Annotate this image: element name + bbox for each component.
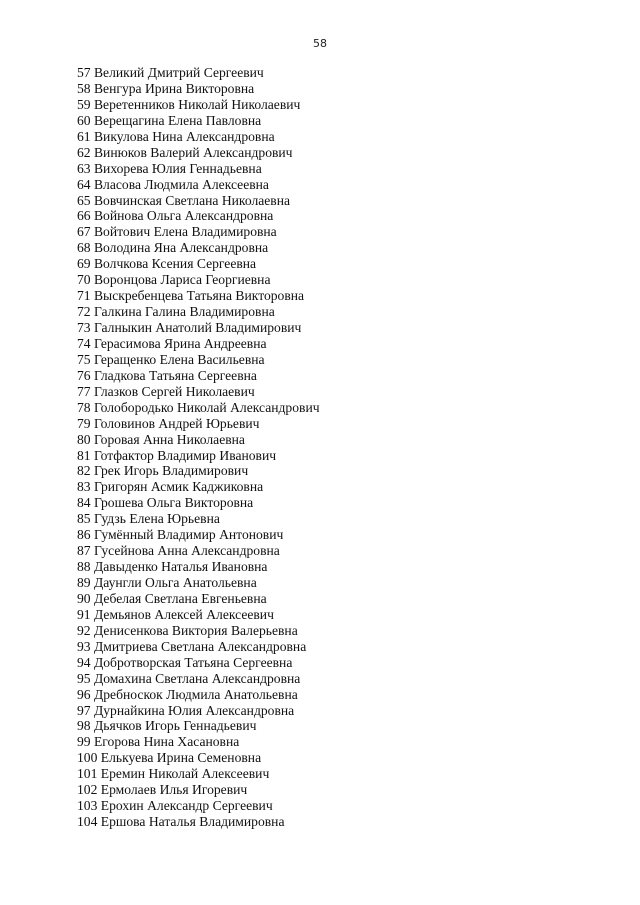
list-item: 79 Головинов Андрей Юрьевич	[77, 415, 260, 431]
list-item: 86 Гумённый Владимир Антонович	[77, 527, 284, 543]
list-item: 99 Егорова Нина Хасановна	[77, 734, 240, 750]
list-item: 95 Домахина Светлана Александровна	[77, 670, 301, 686]
list-item: 85 Гудзь Елена Юрьевна	[77, 511, 220, 527]
page-number: 58	[313, 37, 327, 50]
list-item: 78 Голобородько Николай Александрович	[77, 399, 320, 415]
list-item: 73 Галныкин Анатолий Владимирович	[77, 320, 302, 335]
list-item: 69 Волчкова Ксения Сергеевна	[77, 256, 257, 272]
list-item: 93 Дмитриева Светлана Александровна	[77, 638, 307, 654]
list-item: 72 Галкина Галина Владимировна	[77, 304, 275, 320]
list-item: 70 Воронцова Лариса Георгиевна	[77, 272, 271, 288]
list-item: 81 Готфактор Владимир Иванович	[77, 447, 277, 463]
list-item: 102 Ермолаев Илья Игоревич	[77, 782, 248, 798]
list-item: 59 Веретенников Николай Николаевич	[77, 96, 301, 112]
list-item: 90 Дебелая Светлана Евгеньевна	[77, 590, 267, 606]
name-list	[77, 65, 320, 830]
list-item: 65 Вовчинская Светлана Николаевна	[77, 192, 291, 208]
list-item: 83 Григорян Асмик Каджиковна	[77, 479, 264, 495]
list-item: 60 Верещагина Елена Павловна	[77, 112, 262, 128]
list-item: 57 Великий Дмитрий Сергеевич	[77, 65, 264, 80]
list-item: 91 Демьянов Алексей Алексеевич	[77, 606, 274, 622]
list-item: 68 Володина Яна Александровна	[77, 240, 269, 256]
list-item: 76 Гладкова Татьяна Сергеевна	[77, 367, 257, 383]
list-item: 97 Дурнайкина Юлия Александровна	[77, 702, 295, 718]
list-item: 87 Гусейнова Анна Александровна	[77, 543, 280, 559]
list-item: 88 Давыденко Наталья Ивановна	[77, 559, 268, 575]
list-item: 94 Добротворская Татьяна Сергеевна	[77, 654, 293, 670]
list-item: 100 Елькуева Ирина Семеновна	[77, 750, 262, 766]
list-item: 63 Вихорева Юлия Геннадьевна	[77, 160, 262, 176]
list-item: 98 Дьячков Игорь Геннадьевич	[77, 718, 257, 734]
list-item: 101 Еремин Николай Алексеевич	[77, 766, 270, 782]
list-item: 96 Дребноскок Людмила Анатольевна	[77, 686, 298, 702]
list-item: 103 Ерохин Александр Сергеевич	[77, 798, 273, 814]
list-item: 71 Выскребенцева Татьяна Викторовна	[77, 288, 305, 304]
list-item: 80 Горовая Анна Николаевна	[77, 431, 245, 447]
list-item: 82 Грек Игорь Владимирович	[77, 463, 249, 479]
list-item: 89 Даунгли Ольга Анатольевна	[77, 575, 257, 590]
list-item: 66 Войнова Ольга Александровна	[77, 208, 274, 224]
list-item: 64 Власова Людмила Алексеевна	[77, 176, 269, 192]
list-item: 77 Глазков Сергей Николаевич	[77, 383, 255, 399]
list-item: 104 Ершова Наталья Владимировна	[77, 814, 285, 830]
list-item: 61 Викулова Нина Александровна	[77, 128, 275, 144]
list-item: 84 Грошева Ольга Викторовна	[77, 495, 254, 511]
list-item: 75 Геращенко Елена Васильевна	[77, 351, 265, 367]
list-item: 58 Венгура Ирина Викторовна	[77, 80, 255, 96]
list-item: 62 Винюков Валерий Александрович	[77, 144, 293, 160]
list-item: 67 Войтович Елена Владимировна	[77, 224, 277, 240]
list-item: 92 Денисенкова Виктория Валерьевна	[77, 622, 298, 638]
list-item: 74 Герасимова Ярина Андреевна	[77, 335, 267, 351]
